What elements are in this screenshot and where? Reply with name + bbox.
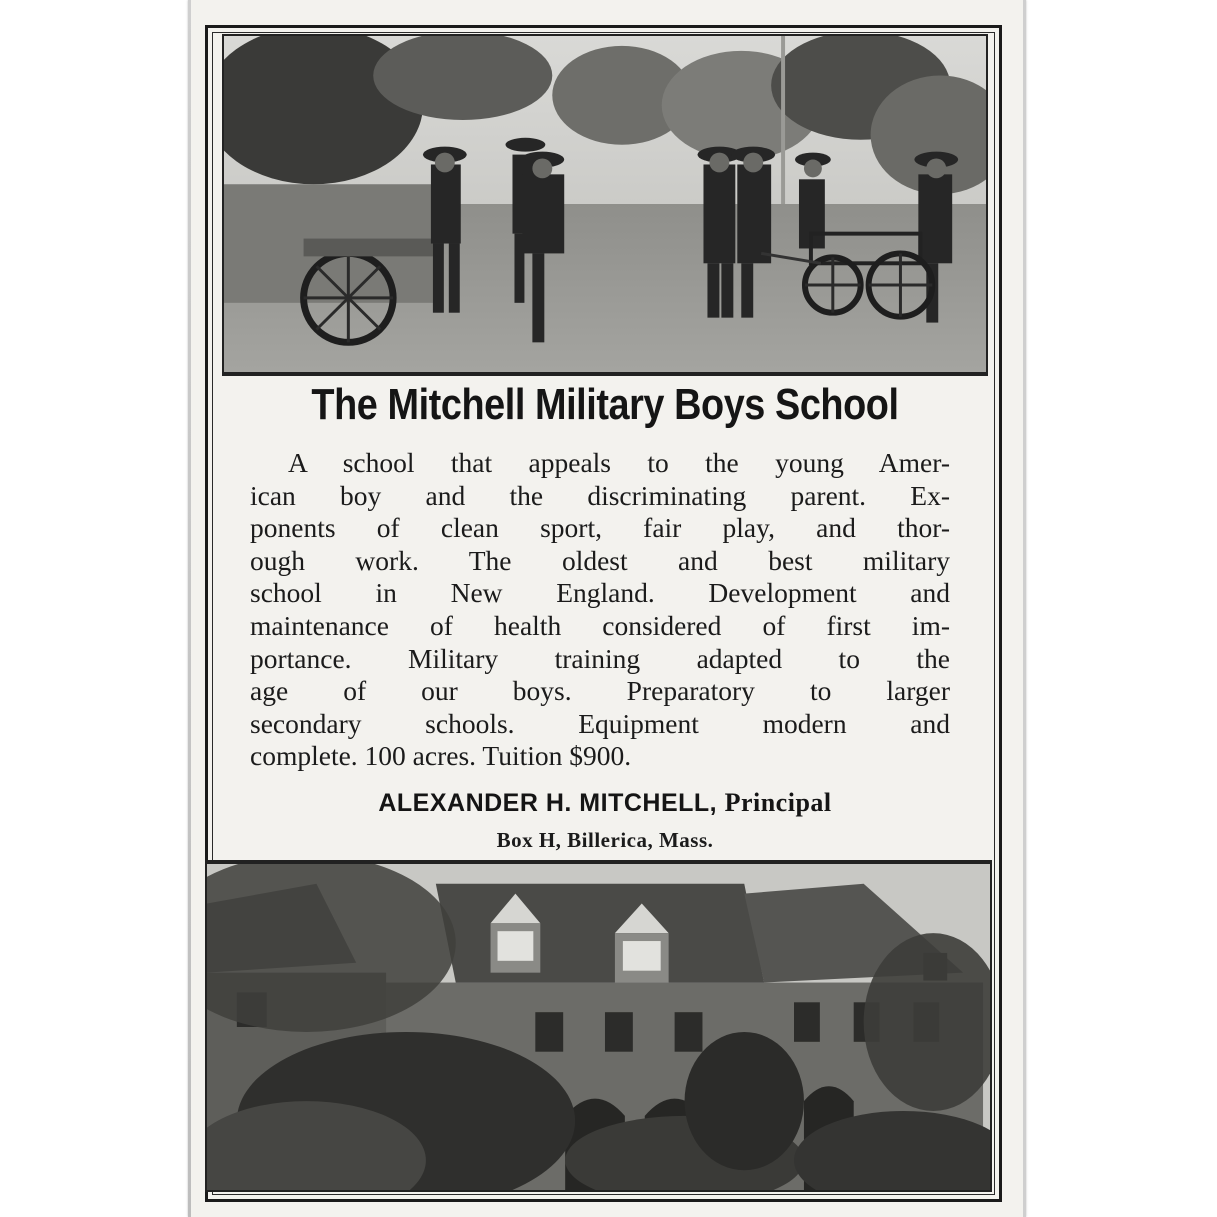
school-building-photo — [205, 862, 992, 1192]
body-line: ponents of clean sport, fair play, and thor- — [250, 512, 950, 544]
body-line: A school that appeals to the young Amer- — [288, 447, 950, 478]
body-line: complete. 100 acres. Tuition $900. — [250, 740, 632, 772]
body-line: age of our boys. Preparatory to larger — [250, 675, 950, 707]
body-line: portance. Military training adapted to the — [250, 642, 950, 674]
body-line: secondary schools. Equipment modern and — [250, 707, 950, 739]
ad-body-text — [250, 447, 950, 773]
top-divider-rule — [222, 374, 988, 376]
body-line: ican boy and the discriminating parent. Ex- — [250, 479, 950, 511]
clipping-edge-left — [188, 0, 191, 1217]
clipping-edge-right — [1023, 0, 1026, 1217]
principal-line — [222, 788, 988, 818]
body-line: maintenance of health considered of first im- — [250, 609, 950, 641]
principal-title: Principal — [724, 788, 832, 817]
body-line: school in New England. Development and — [250, 577, 950, 609]
cadets-drill-photo — [222, 34, 988, 374]
ad-headline: The Mitchell Military Boys School — [311, 380, 899, 429]
body-line: ough work. The oldest and best military — [250, 544, 950, 576]
principal-name: ALEXANDER H. MITCHELL, — [378, 789, 718, 817]
school-address: Box H, Billerica, Mass. — [496, 828, 714, 852]
